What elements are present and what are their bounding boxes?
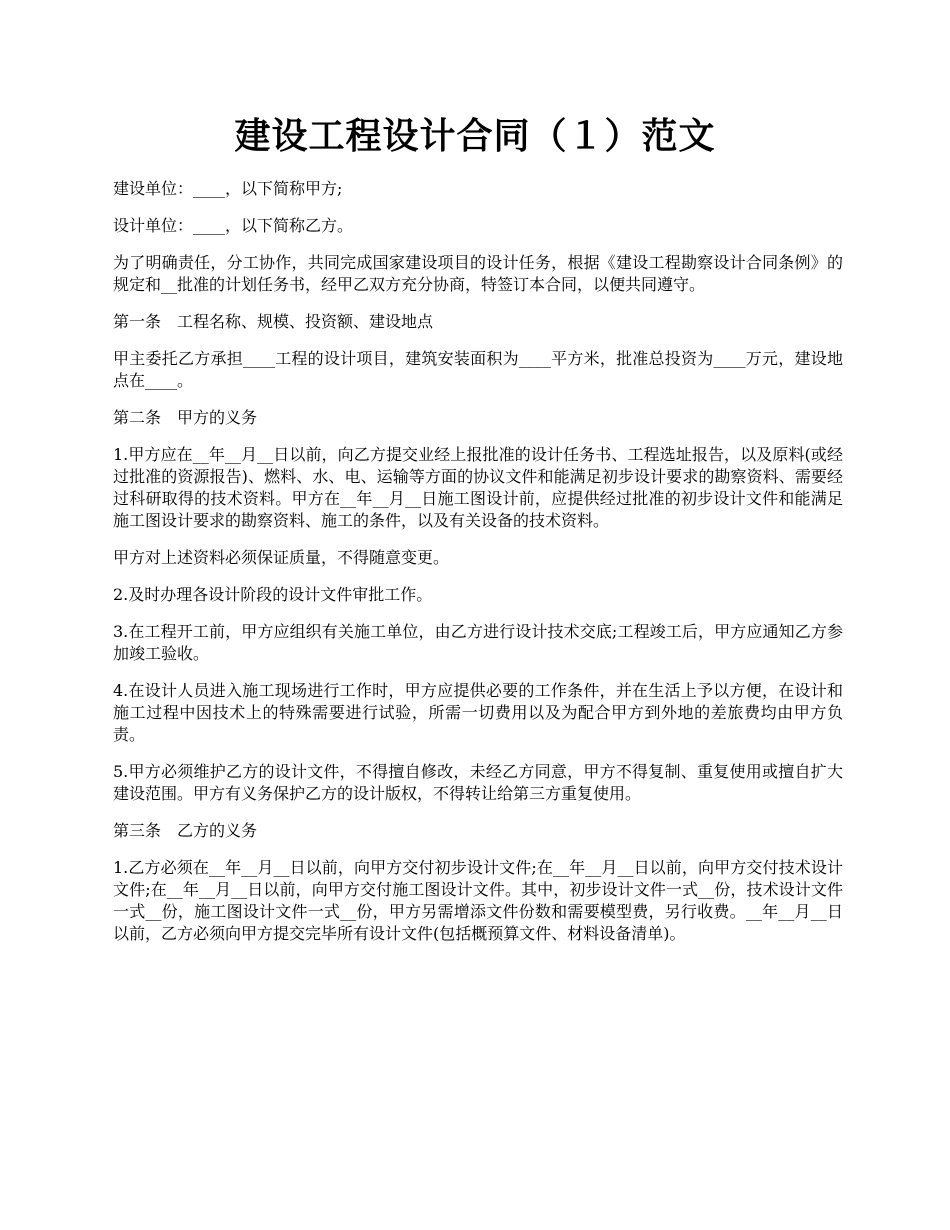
paragraph-design-unit: 设计单位：____，以下简称乙方。 [113, 216, 354, 235]
article-2-item-3: 3.在工程开工前，甲方应组织有关施工单位，由乙方进行设计技术交底;工程竣工后，甲方应通知乙方参加竣工验收。 [113, 622, 843, 663]
article-1-heading: 第一条 工程名称、规模、投资额、建设地点 [113, 312, 434, 331]
document-body [113, 178, 843, 960]
article-1-body: 甲主委托乙方承担____工程的设计项目，建筑安装面积为____平方米，批准总投资为____万元，建设地点在____。 [113, 349, 843, 390]
article-2-item-5: 5.甲方必须维护乙方的设计文件，不得擅自修改，未经乙方同意，甲方不得复制、重复使用或擅自扩大建设范围。甲方有义务保护乙方的设计版权，不得转让给第三方重复使用。 [113, 762, 843, 803]
article-2-quality-note: 甲方对上述资料必须保证质量，不得随意变更。 [113, 548, 450, 567]
article-3-heading: 第三条 乙方的义务 [113, 821, 258, 840]
document-title: 建设工程设计合同（１）范文 [234, 115, 716, 157]
article-2-item-4: 4.在设计人员进入施工现场进行工作时，甲方应提供必要的工作条件，并在生活上予以方便，在设计和施工过程中因技术上的特殊需要进行试验，所需一切费用以及为配合甲方到外地的差旅费均由甲方负责。 [113, 681, 843, 744]
article-2-heading: 第二条 甲方的义务 [113, 408, 258, 427]
article-2-item-1: 1.甲方应在__年__月__日以前，向乙方提交业经上报批准的设计任务书、工程选址报告，以及原料(或经过批准的资源报告)、燃料、水、电、运输等方面的协议文件和能满足初步设计要求的勘察资料、需要经过科研取得的技术资料。甲方在__年__月__日施工图设计前，应提供经过批准的初步设计文件和能满足施工图设计要求的勘察资料、施工的条件，以及有关设备的技术资料。 [113, 445, 843, 530]
article-3-item-1: 1.乙方必须在__年__月__日以前，向甲方交付初步设计文件;在__年__月__日以前，向甲方交付技术设计文件;在__年__月__日以前，向甲方交付施工图设计文件。其中，初步设计文件一式__份，技术设计文件一式__份，施工图设计文件一式__份，甲方另需增添文件份数和需要模型费，另行收费。__年__月__日以前，乙方必须向甲方提交完毕所有设计文件(包括概预算文件、材料设备清单)。 [113, 858, 843, 943]
paragraph-preamble: 为了明确责任，分工协作，共同完成国家建设项目的设计任务，根据《建设工程勘察设计合同条例》的规定和__批准的计划任务书，经甲乙双方充分协商，特签订本合同，以便共同遵守。 [113, 253, 843, 294]
article-2-item-2: 2.及时办理各设计阶段的设计文件审批工作。 [113, 585, 433, 604]
paragraph-client-unit: 建设单位：____，以下简称甲方; [113, 179, 343, 198]
